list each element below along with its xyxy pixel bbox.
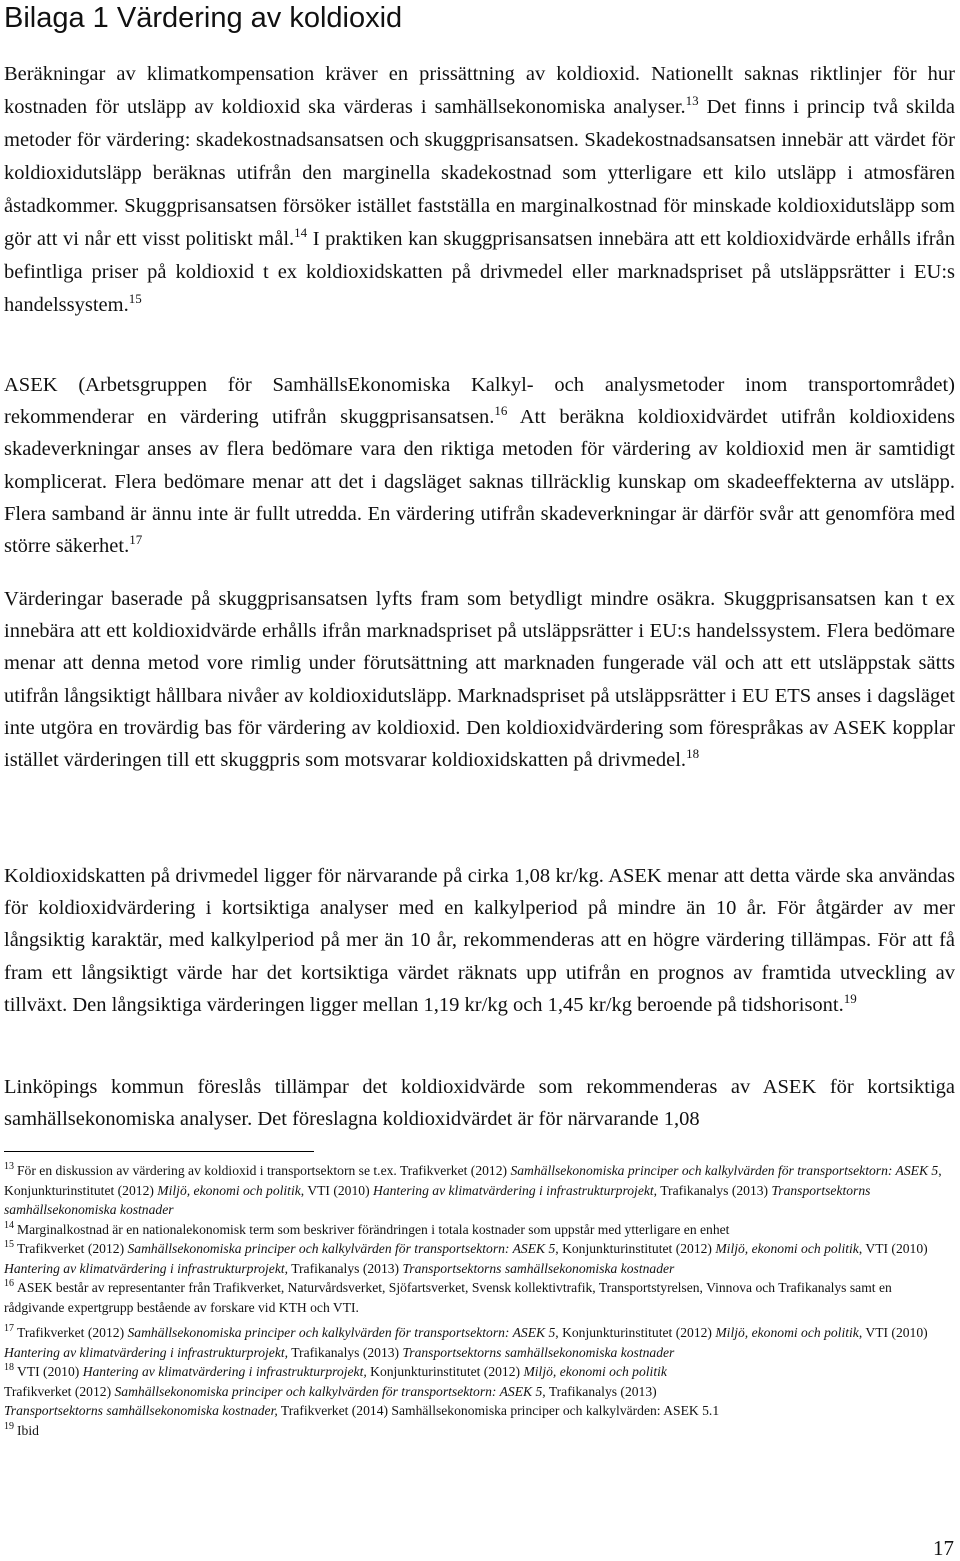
paragraph-text: Det finns i princip två skilda metoder för värdering: skadekostnadsansatsen och skuggprisansatsen. Skadekostnadsansatsen innebär att värdet för koldioxidutsläpp beräknas utifrån den marginella skadekostnad som ytterligare ett kilo utsläpp i atmosfären åstadkommer. Skuggprisansatsen försöker istället fastställa en marginalkostnad för minskade koldioxidutsläpp som gör att vi når ett visst politiskt mål. [4,96,956,250]
paragraph-4 [4,860,955,1021]
page-number: 17 [933,1536,954,1560]
footnotes [4,1161,955,1440]
paragraph-2 [4,369,955,562]
footnote-ref-16[interactable]: 16 [494,403,508,419]
paragraph-text: Linköpings kommun föreslås tillämpar det koldioxidvärde som rekommenderas av ASEK för kortsiktiga samhällsekonomiska analyser. Det föreslagna koldioxidvärdet är för närvarande 1,08 [4,1076,955,1131]
page-title: Bilaga 1 Värdering av koldioxid [4,2,403,34]
footnote-ref-19[interactable]: 19 [843,990,857,1006]
footnote-ref-15[interactable]: 15 [128,291,142,307]
paragraph-text: Att beräkna koldioxidvärdet utifrån koldioxidens skadeverkningar anses av flera bedömare vara den riktiga metoden för värdering av koldioxid men är samtidigt komplicerat. Flera bedömare menar att det i dagsläget saknas tillräcklig kunskap om skadeeffekterna av utsläpp. Flera samband är ännu inte är fullt utredda. En värdering utifrån skadeverkningar är därför svår att genomföra med större säkerhet. [4,406,955,558]
paragraph-text: Beräkningar av klimatkompensation kräver en prissättning av koldioxid. Nationellt saknas riktlinjer för hur kostnaden för utsläpp av koldioxid ska värderas i samhällsekonomiska analyser. [4,63,955,118]
footnote-15: $^{15}$ Trafikverket (2012) Samhällsekonomiska principer och kalkylvärden för transportsektorn: ASEK 5, Konjunkturinstitutet (2012) Miljö, ekonomi och politik, VTI (2010) Hantering av klimatvärdering i infrastrukturprojekt, Trafikanalys (2013) Transportsektorns samhällsekonomiska kostnader [4,1239,928,1276]
footnote-18: $^{18}$ VTI (2010) Hantering av klimatvärdering i infrastrukturprojekt, Konjunkturinstitutet (2012) Miljö, ekonomi och politik Trafikverket (2012) Samhällsekonomiska principer och kalkylvärden för transportsektorn: ASEK 5, Trafikanalys (2013) Transportsektorns samhällsekonomiska kostnader, Trafikverket (2014) Samhällsekonomiska principer och kalkylvärden: ASEK 5.1 [4,1362,720,1418]
paragraph-text: I praktiken kan skuggprisansatsen innebära att ett koldioxidvärde erhålls ifrån befintliga priser på koldioxid t ex koldioxidskatten på drivmedel eller marknadspriset på utsläppsrätter i EU:s handelssystem. [4,228,955,316]
footnote-ref-18[interactable]: 18 [686,746,700,762]
footnote-19: $^{19}$ Ibid [4,1420,39,1438]
paragraph-text: Värderingar baserade på skuggprisansatsen lyfts fram som betydligt mindre osäkra. Skuggprisansatsen kan t ex innebära att ett koldioxidvärde erhålls ifrån marknadspriset på utsläppsrätter i EU:s handelssystem. Flera bedömare menar att denna metod vore rimlig under förutsättning att marknaden fungerade väl och att ett utsläppstak sätts utifrån långsiktigt hållbara nivåer av koldioxidutsläpp. Marknadspriset på utsläppsrätter i EU ETS anses i dagsläget inte utgöra en trovärdig bas för värdering av koldioxid. Den koldioxidvärdering som förespråkas av ASEK kopplar istället värderingen till ett skuggpris som motsvarar koldioxidskatten på drivmedel. [4,588,955,772]
footnote-16: $^{16}$ ASEK består av representanter från Trafikverket, Naturvårdsverket, Sjöfartsverket, Svensk kollektivtrafik, Transportstyrelsen, Vinnova och Trafikanalys samt en rådgivande expertgrupp bestående av forskare vid KTH och VTI. [4,1278,892,1315]
paragraph-text: ASEK (Arbetsgruppen för SamhällsEkonomiska Kalkyl- och analysmetoder inom transportområdet) rekommenderar en värdering utifrån skuggprisansatsen. [4,374,955,429]
footnote-ref-13[interactable]: 13 [685,93,699,109]
footnote-ref-14[interactable]: 14 [294,225,308,241]
footnote-separator [4,1151,314,1152]
footnote-ref-17[interactable]: 17 [129,532,143,548]
paragraph-text: Koldioxidskatten på drivmedel ligger för närvarande på cirka 1,08 kr/kg. ASEK menar att detta värde ska användas för koldioxidvärdering i kortsiktiga analyser med en kalkylperiod på mindre än 10 år. För åtgärder av mer långsiktig karaktär, med kalkylperiod på mer än 10 år, rekommenderas att en högre värdering tillämpas. För att få fram ett långsiktigt värde har det kortsiktiga värdet räknats upp utifrån en prognos av framtida utveckling av tillväxt. Den långsiktiga värderingen ligger mellan 1,19 kr/kg och 1,45 kr/kg beroende på tidshorisont. [4,865,955,1016]
paragraph-3 [4,583,955,776]
paragraph-5 [4,1071,955,1135]
footnote-13: $^{13}$ För en diskussion av värdering av koldioxid i transportsektorn se t.ex. Trafikverket (2012) Samhällsekonomiska principer och kalkylvärden för transportsektorn: ASEK 5, Konjunkturinstitutet (2012) Miljö, ekonomi och politik, VTI (2010) Hantering av klimatvärdering i infrastrukturprojekt, Trafikanalys (2013) Transportsektorns samhällsekonomiska kostnader [4,1161,942,1217]
footnote-17: $^{17}$ Trafikverket (2012) Samhällsekonomiska principer och kalkylvärden för transportsektorn: ASEK 5, Konjunkturinstitutet (2012) Miljö, ekonomi och politik, VTI (2010) Hantering av klimatvärdering i infrastrukturprojekt, Trafikanalys (2013) Transportsektorns samhällsekonomiska kostnader [4,1323,928,1360]
paragraph-1 [4,58,955,322]
footnote-14: $^{14}$ Marginalkostnad är en nationalekonomisk term som beskriver förändringen i totala kostnader som uppstår med ytterligare en enhet [4,1219,730,1237]
